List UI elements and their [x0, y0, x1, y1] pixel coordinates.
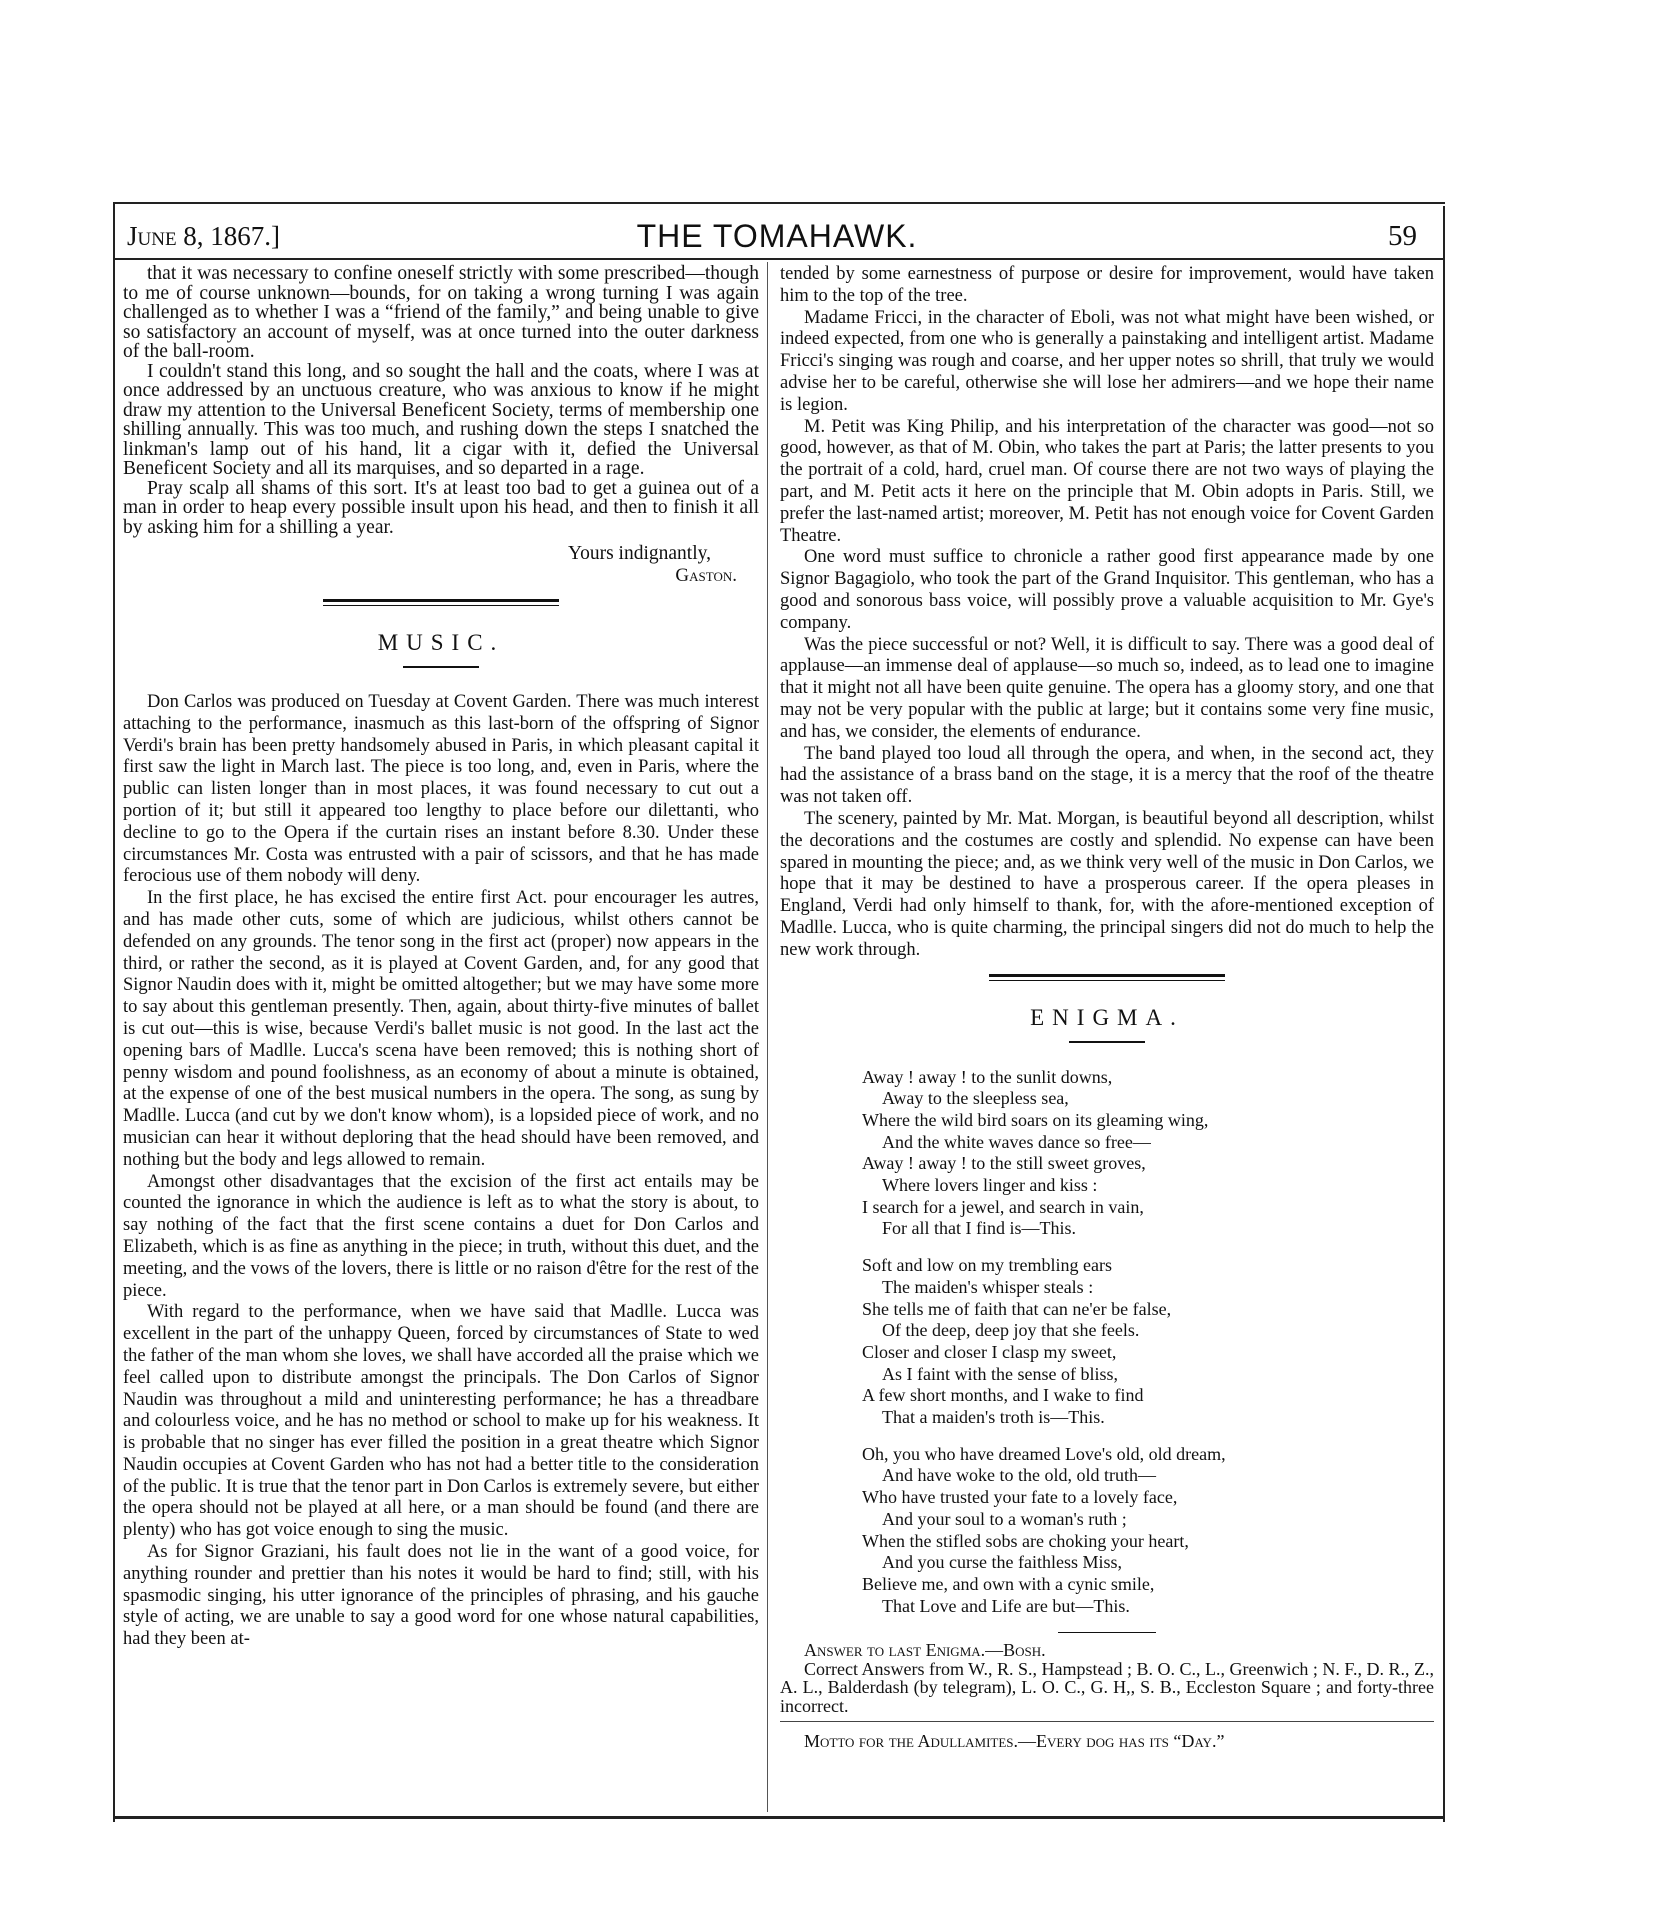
poem-line: Where lovers linger and kiss : — [882, 1175, 1098, 1196]
poem-line: Closer and closer I clasp my sweet, — [862, 1341, 1117, 1362]
heading-rule — [403, 666, 479, 668]
article-paragraph: M. Petit was King Philip, and his interpretation of the character was good—not so good, however, as that of M. Obin, who takes the part at Paris; the latter presents to you the portrait of a cold, hard, cruel man. Of course there are not two ways of playing the part, and M. Petit acts it here on the principle that M. Obin adopts in Paris. Still, we prefer the last-named artist; moreover, M. Petit has not enough voice for Covent Garden Theatre. — [780, 416, 1434, 546]
column-divider — [767, 262, 768, 1812]
poem-line: That Love and Life are but—This. — [882, 1595, 1130, 1616]
enigma-notes — [780, 1641, 1434, 1751]
motto-rule — [780, 1721, 1434, 1722]
poem-line: Away ! away ! to the still sweet groves, — [862, 1153, 1146, 1174]
poem-line: Oh, you who have dreamed Love's old, old dream, — [862, 1443, 1226, 1464]
poem-line: When the stifled sobs are choking your heart, — [862, 1530, 1189, 1551]
article-paragraph: One word must suffice to chronicle a rather good first appearance made by one Signor Bagagiolo, who took the part of the Grand Inquisitor. This gentleman, who has a good and sonorous bass voice, will possibly prove a valuable acquisition to Mr. Gye's company. — [780, 547, 1434, 633]
poem-line: Where the wild bird soars on its gleaming wing, — [862, 1109, 1209, 1130]
article-paragraph: Madame Fricci, in the character of Eboli, was not what might have been wished, or indeed expected, from one who is generally a painstaking and intelligent artist. Madame Fricci's singing was rough and coarse, and her upper notes so shrill, that truly we would advise her to be careful, otherwise she will lose her admirers—and we hope their name is legion. — [780, 307, 1434, 415]
letter-signature: Gaston. — [675, 565, 737, 586]
page-number: 59 — [1388, 220, 1417, 252]
music-article — [123, 692, 759, 1651]
letter-paragraph: that it was necessary to confine oneself strictly with some prescribed—though to me of course unknown—bounds, for on taking a wrong turning I was again challenged as to whether I was a “friend of the family,” and being unable to give so satisfactory an account of myself, was at once turned into the outer darkness of the ball-room. — [123, 263, 759, 362]
article-paragraph: The band played too loud all through the opera, and when, in the second act, they had the assistance of a brass band on the stage, it is a mercy that the roof of the theatre was not taken off. — [780, 743, 1434, 808]
poem-line: Away to the sleepless sea, — [882, 1088, 1069, 1109]
article-paragraph: With regard to the performance, when we have said that Madlle. Lucca was excellent in the part of the unhappy Queen, forced by circumstances of State to wed the father of the man whom she loves, we shall have accorded all the praise which we feel called upon to distribute amongst the principals. The Don Carlos of Signor Naudin was throughout a mild and uninteresting performance; he has a threadbare and colourless voice, and he has no method or school to make up for his weakness. It is probable that no singer has ever filled the position in a great theatre which Signor Naudin occupies at Covent Garden who has not had a better title to the consideration of the public. It is true that the tenor part in Don Carlos is extremely severe, but either the opera should not be played at all here, or a man should be found (and there are plenty) who has got voice enough to sing the music. — [123, 1302, 759, 1541]
right-column — [780, 264, 1434, 1751]
heading-rule — [1069, 1041, 1145, 1043]
page-border-bottom — [113, 1816, 1445, 1819]
issue-date: June 8, 1867.] — [127, 221, 281, 251]
enigma-poem — [862, 1067, 1434, 1618]
letter-paragraph: I couldn't stand this long, and so sought the hall and the coats, where I was at once addressed by an unctuous creature, who was anxious to know if he might draw my attention to the Universal Beneficent Society, terms of membership one shilling annually. This was too much, and rushing down the steps I snatched the linkman's lamp out of his hand, lit a cigar with it, defied the Universal Beneficent Society and all its marquises, and so departed in a rage. — [123, 360, 759, 479]
poem-line: And have woke to the old, old truth— — [882, 1465, 1156, 1486]
poem-stanza — [862, 1255, 1434, 1429]
page-border-top — [113, 202, 1445, 204]
motto: Motto for the Adullamites.—Every dog has its “Day.” — [804, 1731, 1225, 1752]
last-enigma-answer: Answer to last Enigma.—Bosh. — [804, 1640, 1046, 1661]
poem-line: That a maiden's troth is—This. — [882, 1407, 1105, 1428]
music-heading: MUSIC. — [377, 630, 505, 655]
poem-line: Soft and low on my trembling ears — [862, 1255, 1112, 1276]
poem-line: She tells me of faith that can ne'er be false, — [862, 1298, 1172, 1319]
header-rule — [113, 258, 1445, 260]
poem-line: Believe me, and own with a cynic smile, — [862, 1573, 1155, 1594]
article-paragraph: In the first place, he has excised the entire first Act. pour encourager les autres, and has made other cuts, some of which are judicious, whilst others cannot be defended on any grounds. The tenor song in the first act (proper) now appears in the third, or rather the second, as it is played at Covent Garden, and, for any good that Signor Naudin does with it, might be omitted altogether; but we may have some more to say about this gentleman presently. Then, again, about thirty-five minutes of ballet is cut out—this is wise, because Verdi's ballet music is not good. In the last act the opening bars of Madlle. Lucca's scena have been removed; this is nothing short of penny wisdom and pound foolishness, as an economy of about a minute is obtained, at the expense of one of the best musical numbers in the opera. The song, as sung by Madlle. Lucca (and cut by we don't know whom), is a lopsided piece of work, and no musician can hear it without deploring that the head should have been removed, and nothing but the body and legs allowed to remain. — [123, 888, 759, 1170]
article-paragraph: Amongst other disadvantages that the excision of the first act entails may be counted the ignorance in which the audience is left as to what the story is about, to say nothing of the fact that the first scene contains a duet for Don Carlos and Elizabeth, which is as fine as anything in the piece; in truth, without this duet, and the meeting, and the vows of the lovers, there is little or no raison d'être for the rest of the piece. — [123, 1171, 759, 1301]
poem-stanza — [862, 1067, 1434, 1241]
poem-line: Away ! away ! to the sunlit downs, — [862, 1066, 1113, 1087]
article-paragraph: Don Carlos was produced on Tuesday at Covent Garden. There was much interest attaching to the performance, inasmuch as this last-born of the offspring of Signor Verdi's brain has been pretty handsomely abused in Paris, in which pleasant capital it first saw the light in March last. The piece is too long, and, even in Paris, where the public can listen longer than in most places, it was found necessary to cut out a portion of it; but still it appeared too lengthy to place before our dilettanti, who decline to go to the Opera if the curtain rises an instant before 8.30. Under these circumstances Mr. Costa was entrusted with a pair of scissors, and that he has made ferocious use of them nobody will deny. — [123, 692, 759, 887]
page-border-right — [1443, 206, 1445, 1822]
poem-line: A few short months, and I wake to find — [862, 1385, 1144, 1406]
poem-stanza — [862, 1444, 1434, 1618]
poem-line: For all that I find is—This. — [882, 1218, 1076, 1239]
poem-line: Who have trusted your fate to a lovely face, — [862, 1487, 1178, 1508]
letter-body — [123, 264, 759, 537]
poem-line: As I faint with the sense of bliss, — [882, 1363, 1118, 1384]
notes-rule — [1058, 1632, 1156, 1633]
music-article-continued — [780, 264, 1434, 962]
poem-line: I search for a jewel, and search in vain, — [862, 1196, 1144, 1217]
masthead-title: THE TOMAHAWK. — [636, 218, 918, 254]
article-paragraph: The scenery, painted by Mr. Mat. Morgan, is beautiful beyond all description, whilst the decorations and the costumes are costly and splendid. No expense can have been spared in mounting the piece; and, as we think very well of the music in Don Carlos, we hope that it may be destined to have a prosperous career. If the opera pleases in England, Verdi had only himself to thank, for, with the afore-mentioned exception of Madlle. Lucca, who is quite charming, the principal singers did not do much to help the new work through. — [780, 808, 1434, 960]
poem-line: And the white waves dance so free— — [882, 1131, 1151, 1152]
enigma-heading: ENIGMA. — [1030, 1004, 1184, 1030]
article-paragraph: tended by some earnestness of purpose or desire for improvement, would have taken him to the top of the tree. — [780, 264, 1434, 306]
section-divider — [323, 599, 559, 606]
letter-closing: Yours indignantly, — [567, 543, 711, 564]
newspaper-page — [113, 202, 1445, 1830]
left-column — [123, 264, 759, 1651]
section-divider — [989, 974, 1225, 981]
correct-answers: Correct Answers from W., R. S., Hampstead ; B. O. C., L., Greenwich ; N. F., D. R., Z., A. L., Balderdash (by telegram), L. O. C., G. H,, S. B., Eccleston Square ; and forty-three incorrect. — [780, 1658, 1434, 1716]
page-border-left — [113, 202, 115, 1822]
poem-line: Of the deep, deep joy that she feels. — [882, 1320, 1140, 1341]
running-head — [127, 216, 1427, 256]
article-paragraph: As for Signor Graziani, his fault does not lie in the want of a good voice, for anything rounder and prettier than his notes it would be hard to find; still, with his spasmodic singing, his utter ignorance of the principles of phrasing, and his gauche style of acting, we are unable to say a good word for one whose natural capabilities, had they been at- — [123, 1542, 759, 1650]
poem-line: The maiden's whisper steals : — [882, 1276, 1094, 1297]
article-paragraph: Was the piece successful or not? Well, it is difficult to say. There was a good deal of applause—an immense deal of applause—so much so, indeed, as to lead one to imagine that it might not all have been quite genuine. The opera has a gloomy story, and one that may not be very popular with the public at large; but it contains some very fine music, and has, we consider, the elements of endurance. — [780, 634, 1434, 742]
poem-line: And you curse the faithless Miss, — [882, 1552, 1122, 1573]
letter-paragraph: Pray scalp all shams of this sort. It's at least too bad to get a guinea out of a man in order to heap every possible insult upon his head, and then to finish it all by asking him for a shilling a year. — [123, 477, 759, 538]
poem-line: And your soul to a woman's ruth ; — [882, 1508, 1127, 1529]
